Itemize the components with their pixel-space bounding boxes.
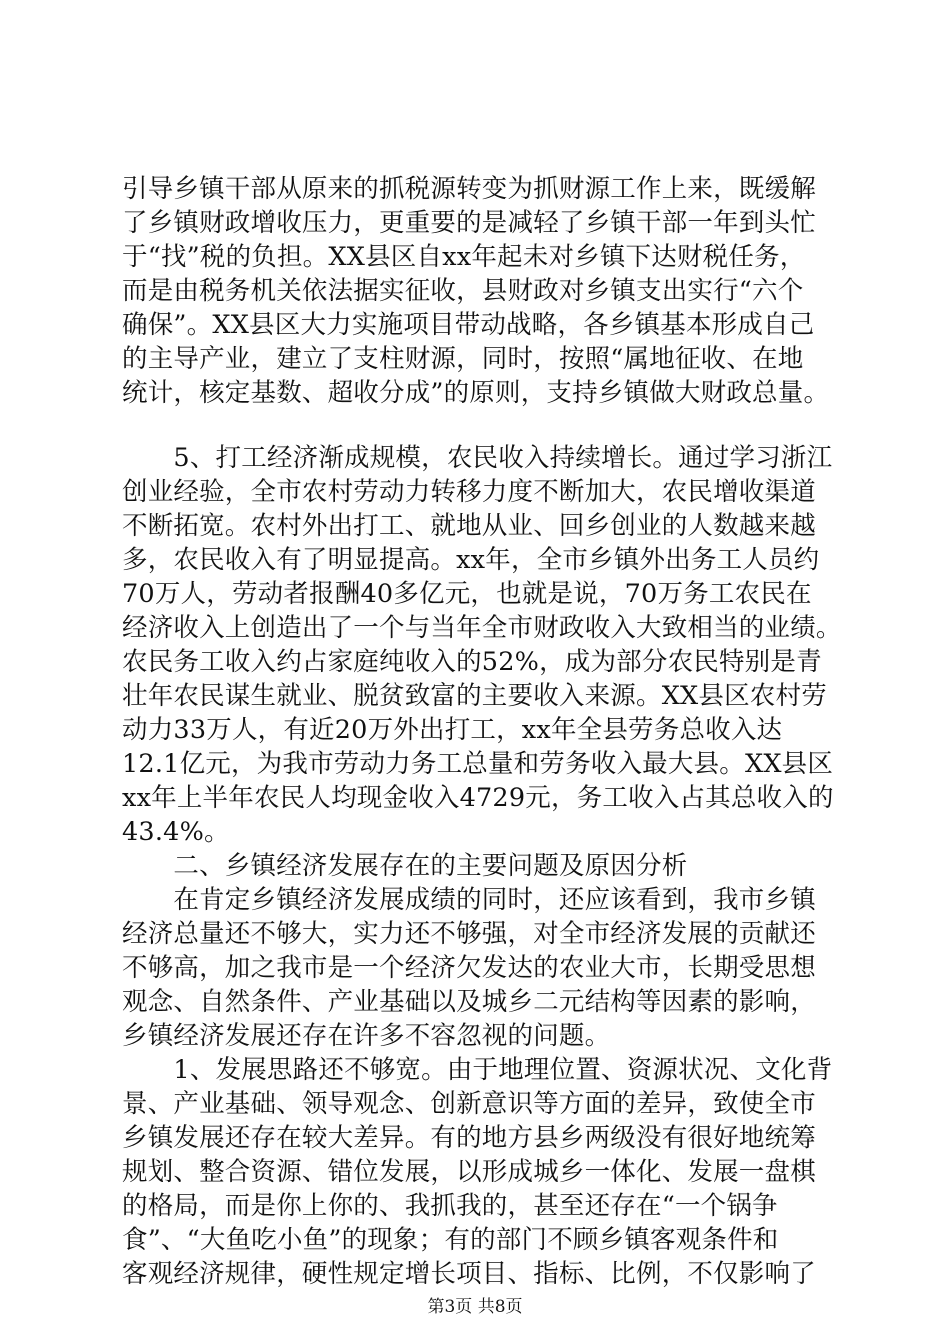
text-line: 不断拓宽。农村外出打工、就地从业、回乡创业的人数越来越 [122, 511, 816, 541]
page-number-footer: 第3页 共8页 [427, 1297, 523, 1317]
text-line: 43.4%。 [122, 817, 230, 847]
text-line: 乡镇发展还存在较大差异。有的地方县乡两级没有很好地统筹 [122, 1123, 816, 1153]
text-line: 农民务工收入约占家庭纯收入的52%，成为部分农民特别是青 [122, 647, 822, 677]
text-line: 70万人，劳动者报酬40多亿元，也就是说，70万务工农民在 [122, 579, 812, 609]
section-heading: 二、乡镇经济发展存在的主要问题及原因分析 [122, 851, 688, 881]
text-line: 经济收入上创造出了一个与当年全市财政收入大致相当的业绩。 [122, 613, 842, 643]
text-line: 引导乡镇干部从原来的抓税源转变为抓财源工作上来，既缓解 [122, 174, 816, 204]
text-line: 壮年农民谋生就业、脱贫致富的主要收入来源。XX县区农村劳 [122, 681, 827, 711]
text-line: 确保”。XX县区大力实施项目带动战略，各乡镇基本形成自己 [122, 310, 815, 340]
text-line: 的格局，而是你上你的、我抓我的，甚至还存在“一个锅争 [122, 1191, 778, 1221]
text-line: 动力33万人，有近20万外出打工，xx年全县劳务总收入达 [122, 715, 783, 745]
text-line: 的主导产业，建立了支柱财源，同时，按照“属地征收、在地 [122, 344, 804, 374]
text-line: 在肯定乡镇经济发展成绩的同时，还应该看到，我市乡镇 [122, 885, 816, 915]
text-line: 5、打工经济渐成规模，农民收入持续增长。通过学习浙江 [122, 443, 833, 473]
text-line: 12.1亿元，为我市劳动力务工总量和劳务收入最大县。XX县区 [122, 749, 834, 779]
text-line: 统计，核定基数、超收分成”的原则，支持乡镇做大财政总量。 [122, 378, 830, 408]
text-line: 规划、整合资源、错位发展，以形成城乡一体化、发展一盘棋 [122, 1157, 816, 1187]
text-line: 创业经验，全市农村劳动力转移力度不断加大，农民增收渠道 [122, 477, 816, 507]
text-line: 观念、自然条件、产业基础以及城乡二元结构等因素的影响， [122, 987, 816, 1017]
text-line: 多，农民收入有了明显提高。xx年，全市乡镇外出务工人员约 [122, 545, 820, 575]
text-line: 于“找”税的负担。XX县区自xx年起未对乡镇下达财税任务， [122, 242, 806, 272]
text-line: 而是由税务机关依法据实征收，县财政对乡镇支出实行“六个 [122, 276, 804, 306]
text-line: 乡镇经济发展还存在许多不容忽视的问题。 [122, 1021, 611, 1051]
text-line: xx年上半年农民人均现金收入4729元，务工收入占其总收入的 [122, 783, 834, 813]
text-line: 景、产业基础、领导观念、创新意识等方面的差异，致使全市 [122, 1089, 816, 1119]
text-line: 1、发展思路还不够宽。由于地理位置、资源状况、文化背 [122, 1055, 833, 1085]
text-line: 不够高，加之我市是一个经济欠发达的农业大市，长期受思想 [122, 953, 816, 983]
text-line: 了乡镇财政增收压力，更重要的是减轻了乡镇干部一年到头忙 [122, 208, 816, 238]
text-line: 食”、“大鱼吃小鱼”的现象；有的部门不顾乡镇客观条件和 [122, 1225, 779, 1255]
text-line: 经济总量还不够大，实力还不够强，对全市经济发展的贡献还 [122, 919, 816, 949]
text-line: 客观经济规律，硬性规定增长项目、指标、比例，不仅影响了 [122, 1259, 816, 1289]
